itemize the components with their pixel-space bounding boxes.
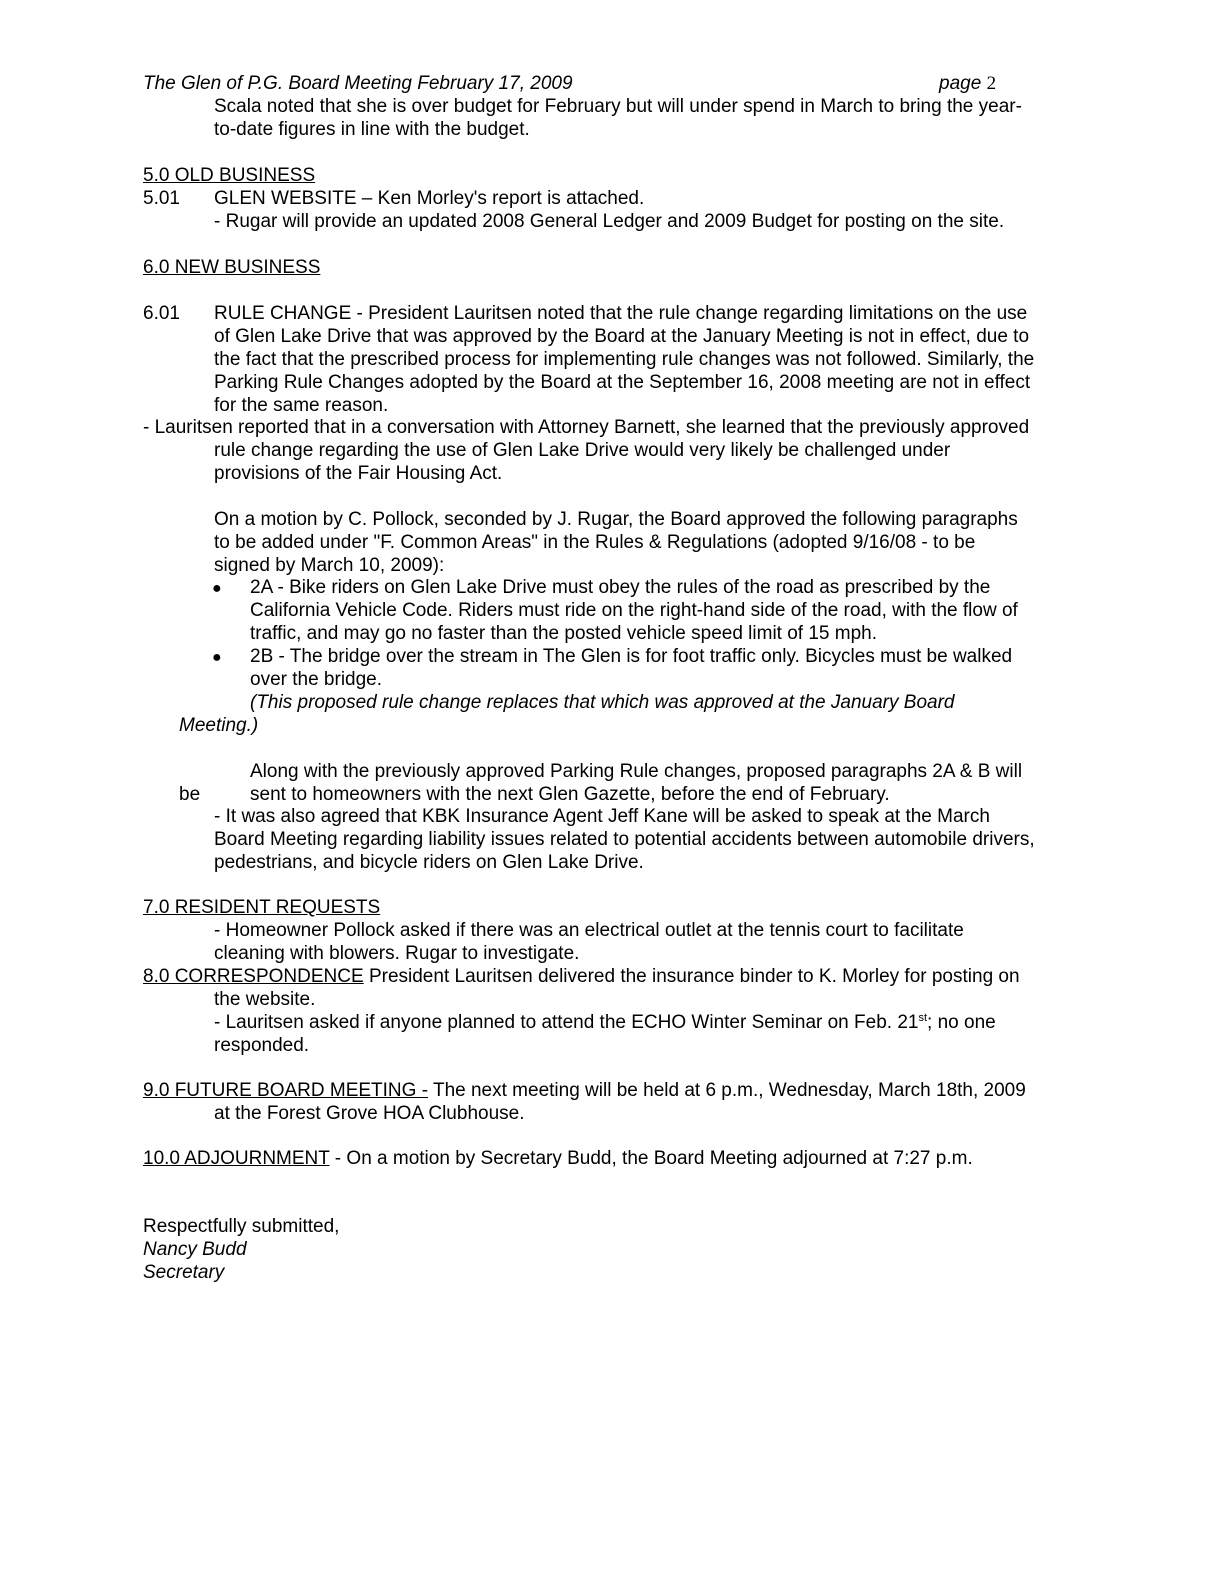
motion-line: signed by March 10, 2009): [214, 555, 445, 576]
along-line: Along with the previously approved Parking Rule changes, proposed paragraphs 2A & B will [250, 761, 1023, 782]
attorney-line: rule change regarding the use of Glen Lake Drive would very likely be challenged under [214, 440, 951, 461]
resident-request-line: - Homeowner Pollock asked if there was an electrical outlet at the tennis court to facilitate [214, 920, 964, 941]
intro-line-2: to-date figures in line with the budget. [214, 119, 530, 140]
rule-change-line: RULE CHANGE - President Lauritsen noted that the rule change regarding limitations on the use [214, 303, 1028, 324]
future-meeting-line [143, 1079, 1026, 1102]
motion-line: to be added under "F. Common Areas" in the Rules & Regulations (adopted 9/16/08 - to be [214, 532, 976, 553]
future-meeting-text: The next meeting will be held at 6 p.m., Wednesday, March 18th, 2009 [428, 1080, 1026, 1101]
rule-change-line: Parking Rule Changes adopted by the Board at the September 16, 2008 meeting are not in effect [214, 372, 1031, 393]
italic-note-line: (This proposed rule change replaces that which was approved at the January Board [250, 692, 955, 713]
intro-line-1: Scala noted that she is over budget for February but will under spend in March to bring the year- [214, 96, 1022, 117]
bullet-2b-marker: ● [212, 649, 222, 666]
bullet-2b-line: 2B - The bridge over the stream in The Glen is for foot traffic only. Bicycles must be walked [250, 646, 1013, 667]
correspondence-line-4: responded. [214, 1035, 310, 1056]
rule-change-line: the fact that the prescribed process for implementing rule changes was not followed. Similarly, the [214, 349, 1035, 370]
rugar-ledger-note: - Rugar will provide an updated 2008 General Ledger and 2009 Budget for posting on the site. [214, 211, 1005, 232]
rule-change-line: of Glen Lake Drive that was approved by the Board at the January Meeting is not in effect, due to [214, 326, 1030, 347]
bullet-2a-line: traffic, and may go no faster than the posted vehicle speed limit of 15 mph. [250, 623, 878, 644]
seminar-line [214, 1011, 996, 1034]
future-meeting-heading: 9.0 FUTURE BOARD MEETING - [143, 1080, 429, 1101]
seminar-text-end: ; no one [927, 1012, 996, 1033]
adjournment-line [143, 1147, 973, 1170]
closing: Respectfully submitted, [143, 1216, 340, 1237]
along-line: sent to homeowners with the next Glen Gazette, before the end of February. [250, 784, 890, 805]
bullet-2a-marker: ● [212, 580, 222, 597]
attorney-line: provisions of the Fair Housing Act. [214, 463, 503, 484]
seminar-text: - Lauritsen asked if anyone planned to attend the ECHO Winter Seminar on Feb. 21 [214, 1012, 919, 1033]
item-number-5-01: 5.01 [143, 188, 180, 209]
page-number-label [939, 72, 996, 95]
attorney-line: - Lauritsen reported that in a conversation with Attorney Barnett, she learned that the previously approved [143, 417, 1030, 438]
item-number-6-01: 6.01 [143, 303, 180, 324]
correspondence-line-2: the website. [214, 989, 316, 1010]
resident-requests-heading: 7.0 RESIDENT REQUESTS [143, 897, 381, 918]
adjournment-heading: 10.0 ADJOURNMENT [143, 1148, 330, 1169]
rule-change-line: for the same reason. [214, 395, 389, 416]
page-number: 2 [986, 73, 997, 94]
new-business-heading: 6.0 NEW BUSINESS [143, 257, 321, 278]
resident-request-line: cleaning with blowers. Rugar to investigate. [214, 943, 580, 964]
page-label: page [939, 73, 982, 94]
correspondence-text: President Lauritsen delivered the insurance binder to K. Morley for posting on [363, 966, 1020, 987]
correspondence-line [143, 965, 1020, 988]
kbk-line: - It was also agreed that KBK Insurance Agent Jeff Kane will be asked to speak at the March [214, 806, 990, 827]
along-be: be [179, 784, 201, 805]
kbk-line: pedestrians, and bicycle riders on Glen Lake Drive. [214, 852, 644, 873]
motion-line: On a motion by C. Pollock, seconded by J. Rugar, the Board approved the following paragraphs [214, 509, 1018, 530]
correspondence-heading: 8.0 CORRESPONDENCE [143, 966, 364, 987]
bullet-2a-line: 2A - Bike riders on Glen Lake Drive must obey the rules of the road as prescribed by the [250, 577, 991, 598]
old-business-heading: 5.0 OLD BUSINESS [143, 165, 316, 186]
future-meeting-line-2: at the Forest Grove HOA Clubhouse. [214, 1103, 525, 1124]
bullet-2a-line: California Vehicle Code. Riders must ride on the right-hand side of the road, with the flow of [250, 600, 1018, 621]
kbk-line: Board Meeting regarding liability issues related to potential accidents between automobile drivers, [214, 829, 1035, 850]
bullet-2b-line: over the bridge. [250, 669, 383, 690]
glen-website-item: GLEN WEBSITE – Ken Morley's report is attached. [214, 188, 645, 209]
document-header-title: The Glen of P.G. Board Meeting February 17, 2009 [143, 73, 573, 94]
italic-note-line: Meeting.) [179, 715, 259, 736]
signer-name: Nancy Budd [143, 1239, 247, 1260]
adjournment-text: - On a motion by Secretary Budd, the Board Meeting adjourned at 7:27 p.m. [329, 1148, 973, 1169]
seminar-superscript: st [918, 1012, 928, 1024]
signer-title: Secretary [143, 1262, 225, 1283]
